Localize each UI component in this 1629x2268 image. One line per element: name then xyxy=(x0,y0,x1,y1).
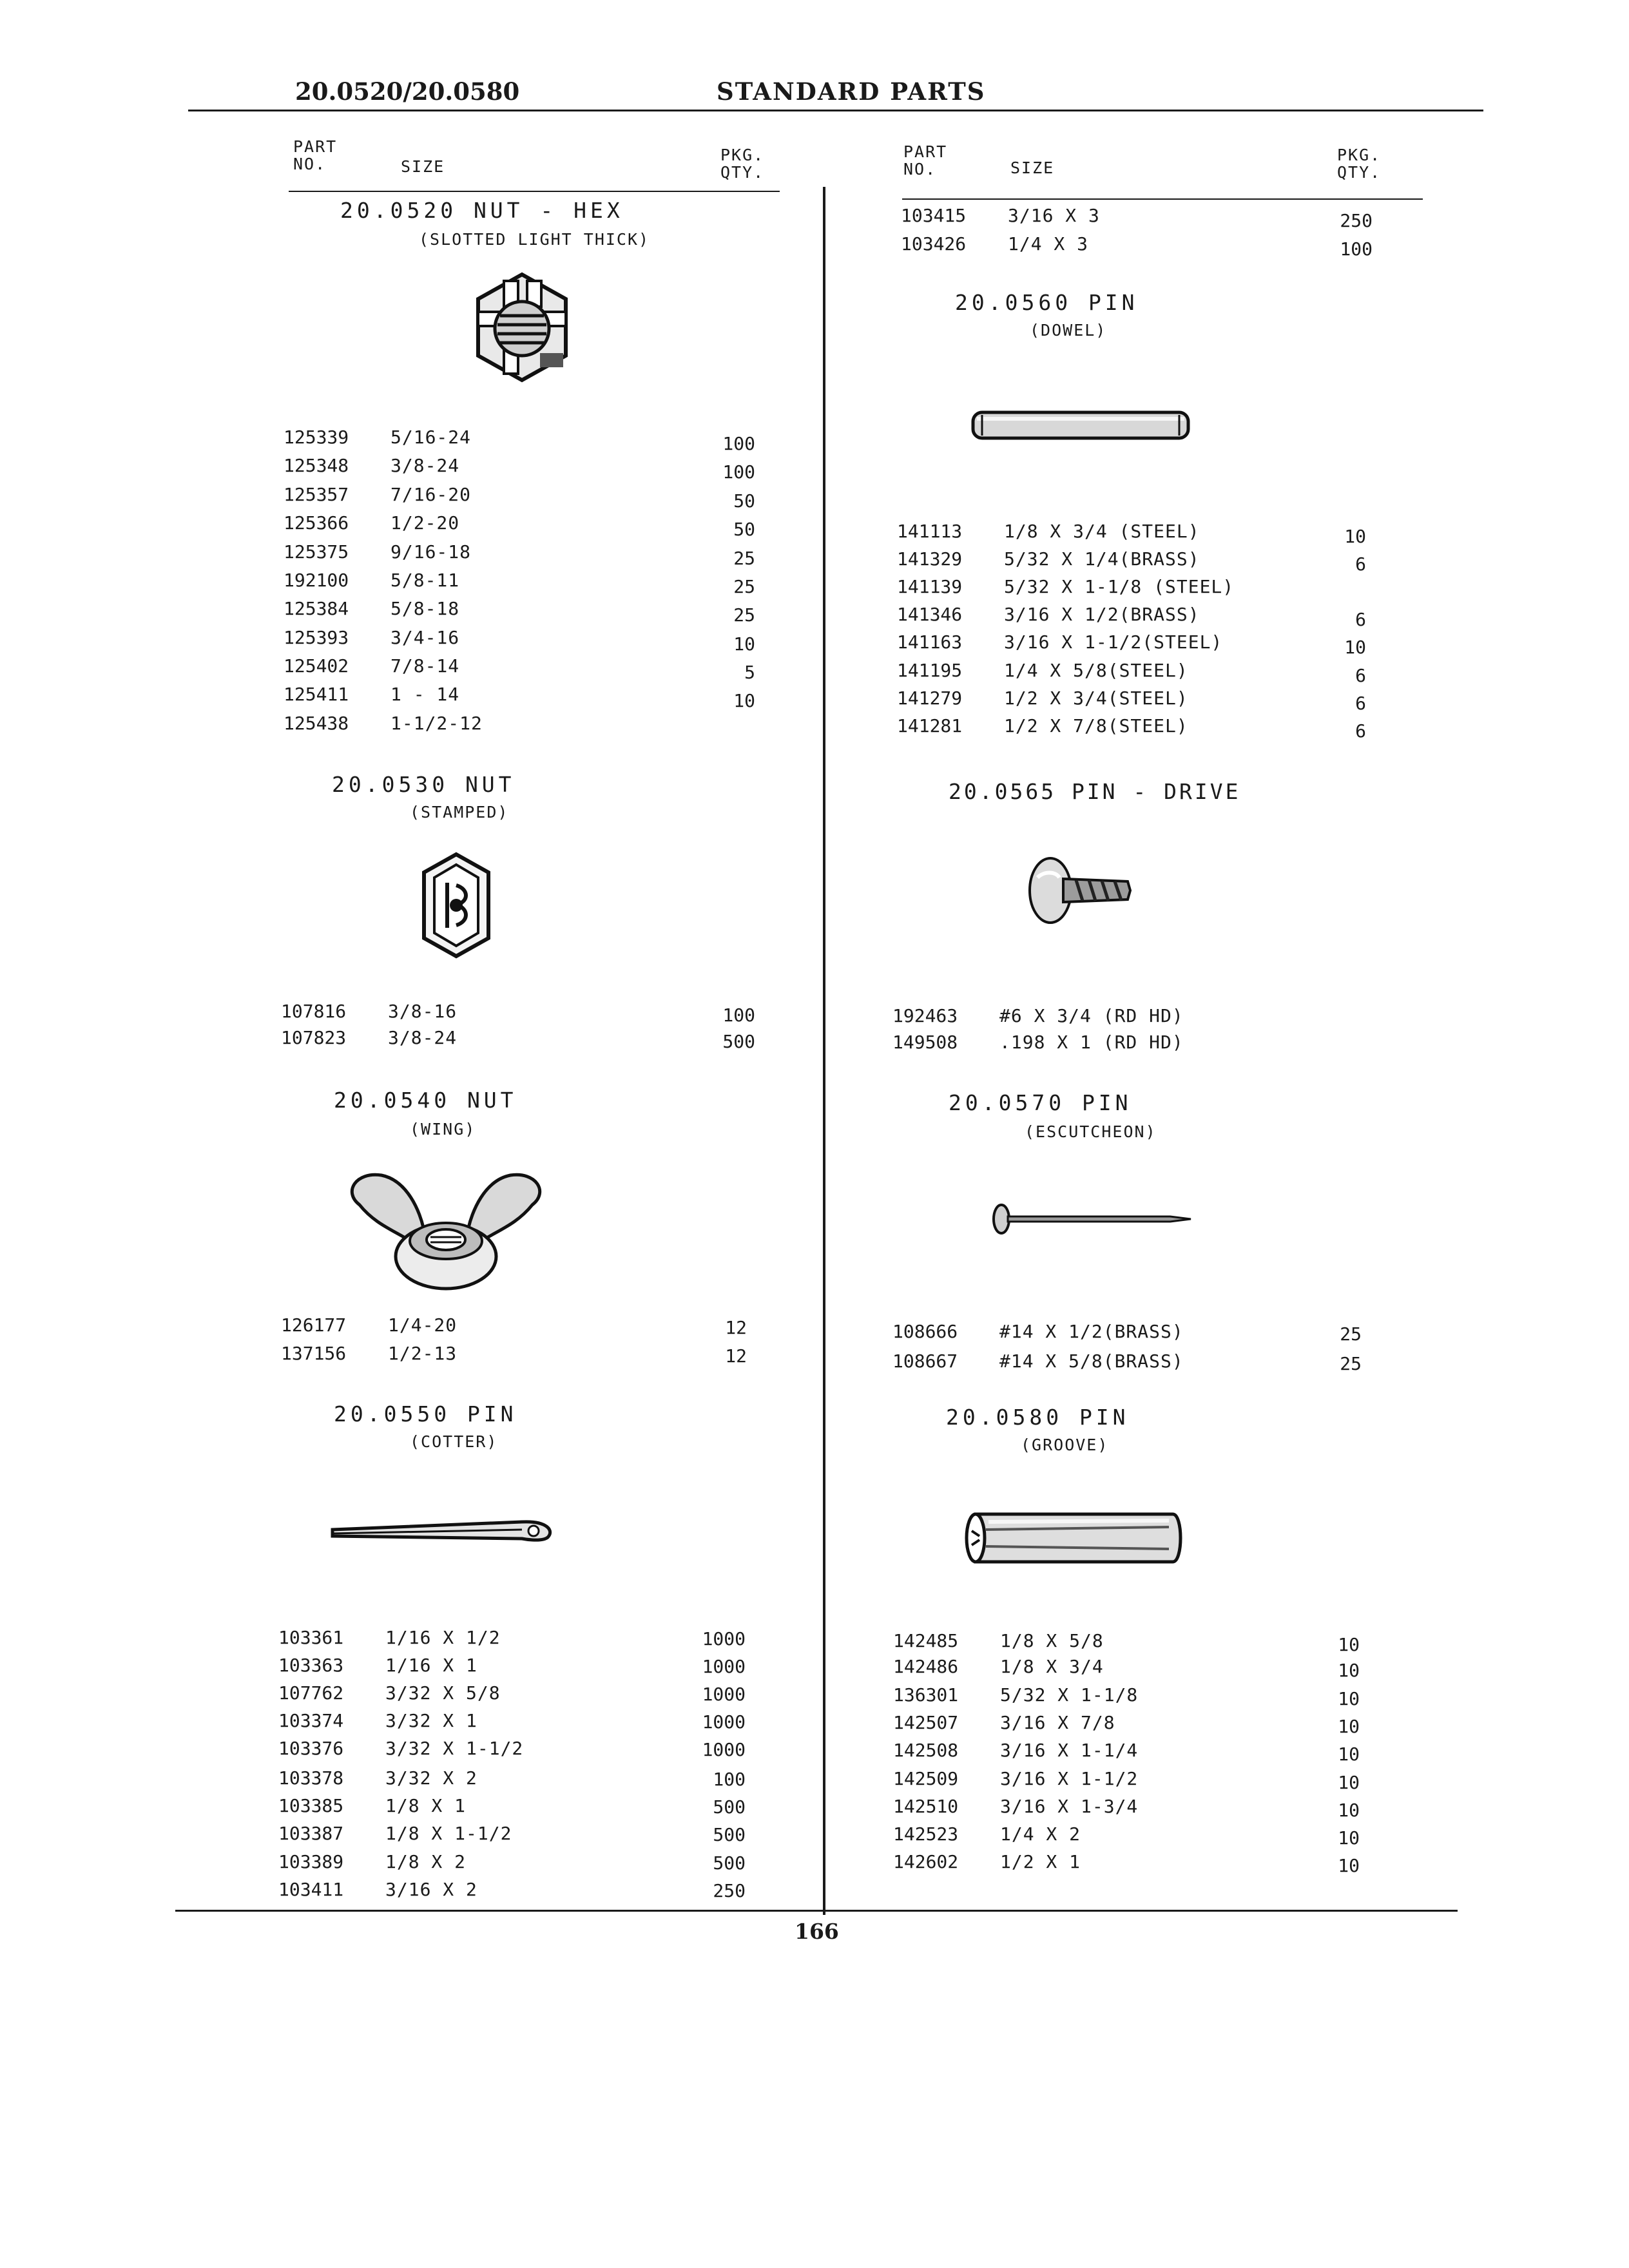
part-size: 5/8-18 xyxy=(390,598,460,619)
pkg-qty: 1000 xyxy=(702,1656,746,1677)
col-head-part-no-right: PART NO. xyxy=(903,142,948,178)
part-size: 1-1/2-12 xyxy=(390,713,483,734)
part-number: 141163 xyxy=(897,631,963,653)
stamped-nut-icon xyxy=(419,850,494,960)
section-title-20-0520: 20.0520 NUT - HEX xyxy=(340,198,624,223)
part-size: 3/16 X 3 xyxy=(1008,205,1100,226)
part-number: 125375 xyxy=(284,541,349,562)
table-row xyxy=(284,512,755,541)
table-row xyxy=(281,1343,747,1371)
pkg-qty: 100 xyxy=(722,461,755,483)
part-size: 1/4 X 5/8(STEEL) xyxy=(1004,660,1188,681)
pkg-qty: 50 xyxy=(733,490,755,512)
pkg-qty: 100 xyxy=(722,1004,755,1026)
part-size: 5/16-24 xyxy=(390,427,472,448)
pkg-qty: 10 xyxy=(1338,1800,1360,1821)
table-row xyxy=(284,713,755,741)
part-size: 1/4 X 3 xyxy=(1008,233,1089,255)
pkg-qty: 6 xyxy=(1355,665,1366,686)
table-row xyxy=(278,1851,746,1879)
part-number: 142602 xyxy=(893,1851,959,1872)
table-row xyxy=(893,1768,1360,1796)
table-row xyxy=(281,1027,755,1055)
pkg-qty: 250 xyxy=(713,1880,746,1901)
pkg-qty: 5 xyxy=(744,662,755,683)
part-size: 3/16 X 1-3/4 xyxy=(1000,1796,1139,1817)
part-size: 3/32 X 1 xyxy=(385,1710,477,1731)
part-size: 3/32 X 2 xyxy=(385,1767,477,1789)
pkg-qty: 10 xyxy=(1338,1634,1360,1655)
part-number: 103415 xyxy=(901,205,967,226)
pkg-qty: 10 xyxy=(1338,1772,1360,1793)
section-title-20-0550: 20.0550 PIN xyxy=(334,1401,517,1427)
part-size: 5/8-11 xyxy=(390,570,460,591)
col-head-qty-right: PKG. QTY. xyxy=(1337,146,1382,182)
table-row xyxy=(897,631,1366,660)
pkg-qty: 6 xyxy=(1355,693,1366,714)
part-size: 5/32 X 1/4(BRASS) xyxy=(1004,548,1200,570)
col-head-size-right: SIZE xyxy=(1010,159,1055,177)
table-row xyxy=(893,1823,1360,1852)
pkg-qty: 10 xyxy=(1344,637,1366,658)
part-number: 142508 xyxy=(893,1740,959,1761)
part-number: 141346 xyxy=(897,604,963,625)
part-size: 3/16 X 1/2(BRASS) xyxy=(1004,604,1200,625)
part-number: 103389 xyxy=(278,1851,344,1872)
col-head-qty-left: PKG. QTY. xyxy=(720,146,765,182)
pkg-qty: 6 xyxy=(1355,720,1366,742)
part-number: 103374 xyxy=(278,1710,344,1731)
part-number: 192463 xyxy=(892,1005,958,1026)
pkg-qty: 12 xyxy=(725,1317,747,1338)
part-number: 125393 xyxy=(284,627,349,648)
pkg-qty: 10 xyxy=(1338,1827,1360,1849)
pkg-qty: 10 xyxy=(1344,526,1366,547)
groove-pin-icon xyxy=(963,1508,1188,1568)
part-number: 141329 xyxy=(897,548,963,570)
part-size: 3/32 X 5/8 xyxy=(385,1682,501,1704)
escutcheon-pin-icon xyxy=(990,1202,1196,1236)
part-size: 3/16 X 2 xyxy=(385,1879,477,1900)
part-size: #14 X 1/2(BRASS) xyxy=(999,1321,1184,1342)
section-subtitle-20-0540: (WING) xyxy=(410,1120,476,1139)
part-size: 1/16 X 1/2 xyxy=(385,1627,501,1648)
part-size: 3/4-16 xyxy=(390,627,460,648)
table-row xyxy=(897,576,1366,604)
part-size: 1/2 X 3/4(STEEL) xyxy=(1004,687,1188,709)
table-row xyxy=(284,627,755,655)
part-number: 108666 xyxy=(892,1321,958,1342)
part-size: 3/16 X 7/8 xyxy=(1000,1712,1115,1733)
table-row xyxy=(897,604,1366,632)
part-number: 125357 xyxy=(284,484,349,505)
part-size: 5/32 X 1-1/8 (STEEL) xyxy=(1004,576,1235,597)
part-size: 3/8-16 xyxy=(388,1001,458,1022)
pkg-qty: 500 xyxy=(722,1031,755,1052)
catalog-range: 20.0520/20.0580 xyxy=(295,77,520,106)
pkg-qty: 500 xyxy=(713,1796,746,1818)
table-row xyxy=(278,1710,746,1738)
part-number: 149508 xyxy=(892,1032,958,1053)
part-number: 103426 xyxy=(901,233,967,255)
part-number: 103363 xyxy=(278,1655,344,1676)
part-number: 125339 xyxy=(284,427,349,448)
part-size: #6 X 3/4 (RD HD) xyxy=(999,1005,1184,1026)
table-row xyxy=(892,1321,1362,1349)
part-size: 5/32 X 1-1/8 xyxy=(1000,1684,1139,1706)
table-row xyxy=(278,1879,746,1907)
pkg-qty: 25 xyxy=(1340,1353,1362,1374)
section-subtitle-20-0570: (ESCUTCHEON) xyxy=(1025,1122,1157,1141)
part-number: 103387 xyxy=(278,1823,344,1844)
table-row xyxy=(892,1350,1362,1379)
pkg-qty: 1000 xyxy=(702,1628,746,1649)
table-row xyxy=(893,1712,1360,1740)
page-title: STANDARD PARTS xyxy=(717,77,986,106)
part-number: 141113 xyxy=(897,521,963,542)
table-row xyxy=(893,1740,1360,1768)
pkg-qty: 6 xyxy=(1355,609,1366,630)
pkg-qty: 10 xyxy=(1338,1744,1360,1765)
part-number: 126177 xyxy=(281,1314,347,1336)
table-row xyxy=(893,1851,1360,1879)
table-row xyxy=(284,541,755,570)
pkg-qty: 100 xyxy=(713,1769,746,1790)
part-size: 3/8-24 xyxy=(390,455,460,476)
part-size: #14 X 5/8(BRASS) xyxy=(999,1350,1184,1372)
pkg-qty: 500 xyxy=(713,1824,746,1845)
part-size: 9/16-18 xyxy=(390,541,472,562)
table-row xyxy=(284,598,755,626)
table-row xyxy=(284,570,755,598)
col-head-part-no-left: PART NO. xyxy=(293,137,338,173)
page-number: 166 xyxy=(795,1919,839,1944)
pkg-qty: 50 xyxy=(733,519,755,540)
pkg-qty: 25 xyxy=(1340,1323,1362,1345)
table-row xyxy=(892,1032,1215,1060)
part-number: 141195 xyxy=(897,660,963,681)
pkg-qty: 1000 xyxy=(702,1711,746,1733)
pkg-qty: 10 xyxy=(1338,1855,1360,1876)
table-row xyxy=(893,1656,1360,1684)
part-number: 103378 xyxy=(278,1767,344,1789)
part-number: 103385 xyxy=(278,1795,344,1816)
part-size: 1/8 X 5/8 xyxy=(1000,1630,1104,1651)
table-row xyxy=(278,1682,746,1711)
pkg-qty: 10 xyxy=(1338,1716,1360,1737)
pkg-qty: 10 xyxy=(1338,1660,1360,1681)
pkg-qty: 1000 xyxy=(702,1739,746,1760)
table-row xyxy=(897,660,1366,688)
section-subtitle-20-0580: (GROOVE) xyxy=(1021,1436,1109,1454)
section-subtitle-20-0550: (COTTER) xyxy=(410,1432,498,1451)
pkg-qty: 10 xyxy=(733,690,755,711)
wing-nut-icon xyxy=(336,1166,555,1295)
part-number: 141139 xyxy=(897,576,963,597)
table-row xyxy=(897,548,1366,577)
pkg-qty: 100 xyxy=(722,433,755,454)
table-row xyxy=(897,715,1366,744)
table-row xyxy=(897,687,1366,716)
part-number: 108667 xyxy=(892,1350,958,1372)
section-subtitle-20-0530: (STAMPED) xyxy=(410,803,509,822)
part-number: 125438 xyxy=(284,713,349,734)
part-size: 1/8 X 1-1/2 xyxy=(385,1823,512,1844)
column-divider xyxy=(823,187,825,1915)
part-size: 1/16 X 1 xyxy=(385,1655,477,1676)
section-title-20-0570: 20.0570 PIN xyxy=(949,1090,1132,1115)
table-row xyxy=(893,1684,1360,1713)
part-number: 125384 xyxy=(284,598,349,619)
table-row xyxy=(893,1796,1360,1824)
part-number: 107816 xyxy=(281,1001,347,1022)
part-number: 141281 xyxy=(897,715,963,736)
pkg-qty: 25 xyxy=(733,576,755,597)
pkg-qty: 100 xyxy=(1340,238,1373,260)
part-size: .198 X 1 (RD HD) xyxy=(999,1032,1184,1053)
part-size: 1/2-13 xyxy=(388,1343,458,1364)
pkg-qty: 25 xyxy=(733,604,755,626)
pkg-qty: 25 xyxy=(733,548,755,569)
part-number: 192100 xyxy=(284,570,349,591)
table-row xyxy=(892,1005,1215,1033)
table-row xyxy=(278,1627,746,1655)
part-size: 3/32 X 1-1/2 xyxy=(385,1738,524,1759)
part-number: 107823 xyxy=(281,1027,347,1048)
col-head-rule-right xyxy=(902,198,1423,200)
header-rule xyxy=(188,110,1483,111)
part-number: 107762 xyxy=(278,1682,344,1704)
part-number: 103361 xyxy=(278,1627,344,1648)
pkg-qty: 10 xyxy=(733,633,755,655)
pkg-qty: 12 xyxy=(725,1345,747,1367)
part-number: 142510 xyxy=(893,1796,959,1817)
table-row xyxy=(278,1655,746,1683)
drive-pin-icon xyxy=(1025,852,1141,929)
part-number: 136301 xyxy=(893,1684,959,1706)
part-size: 1 - 14 xyxy=(390,684,460,705)
part-size: 1/4 X 2 xyxy=(1000,1823,1081,1845)
part-size: 1/8 X 3/4 xyxy=(1000,1656,1104,1677)
part-size: 1/8 X 2 xyxy=(385,1851,467,1872)
table-row xyxy=(284,427,755,455)
pkg-qty: 1000 xyxy=(702,1684,746,1705)
part-size: 3/16 X 1-1/2 xyxy=(1000,1768,1139,1789)
part-number: 103376 xyxy=(278,1738,344,1759)
section-title-20-0565: 20.0565 PIN - DRIVE xyxy=(949,779,1241,804)
part-size: 1/2 X 1 xyxy=(1000,1851,1081,1872)
table-row xyxy=(284,455,755,483)
part-size: 1/2 X 7/8(STEEL) xyxy=(1004,715,1188,736)
table-row xyxy=(901,205,1373,233)
part-number: 141279 xyxy=(897,687,963,709)
table-row xyxy=(284,684,755,712)
part-number: 142509 xyxy=(893,1768,959,1789)
section-title-20-0580: 20.0580 PIN xyxy=(946,1405,1130,1430)
part-size: 3/16 X 1-1/2(STEEL) xyxy=(1004,631,1223,653)
table-row xyxy=(284,655,755,684)
table-row xyxy=(893,1630,1360,1658)
col-head-rule-left xyxy=(289,191,780,192)
part-number: 142485 xyxy=(893,1630,959,1651)
table-row xyxy=(278,1795,746,1823)
part-size: 7/8-14 xyxy=(390,655,460,677)
col-head-size-left: SIZE xyxy=(401,157,445,176)
section-title-20-0540: 20.0540 NUT xyxy=(334,1088,517,1113)
table-row xyxy=(901,233,1373,262)
pkg-qty: 6 xyxy=(1355,553,1366,575)
dowel-pin-icon xyxy=(968,406,1193,446)
table-row xyxy=(281,1001,755,1029)
part-size: 3/16 X 1-1/4 xyxy=(1000,1740,1139,1761)
part-size: 1/8 X 3/4 (STEEL) xyxy=(1004,521,1200,542)
part-number: 125366 xyxy=(284,512,349,533)
cotter-pin-icon xyxy=(329,1508,561,1553)
table-row xyxy=(278,1823,746,1851)
section-title-20-0530: 20.0530 NUT xyxy=(332,772,516,797)
part-size: 1/8 X 1 xyxy=(385,1795,467,1816)
table-row xyxy=(278,1738,746,1766)
pkg-qty: 10 xyxy=(1338,1688,1360,1709)
part-number: 142507 xyxy=(893,1712,959,1733)
part-size: 3/8-24 xyxy=(388,1027,458,1048)
table-row xyxy=(897,521,1366,549)
table-row xyxy=(284,484,755,512)
part-number: 137156 xyxy=(281,1343,347,1364)
section-subtitle-20-0560: (DOWEL) xyxy=(1030,321,1107,340)
part-size: 1/4-20 xyxy=(388,1314,458,1336)
pkg-qty: 500 xyxy=(713,1852,746,1874)
footer-rule xyxy=(175,1910,1458,1912)
table-row xyxy=(278,1767,746,1796)
part-size: 7/16-20 xyxy=(390,484,472,505)
part-number: 125348 xyxy=(284,455,349,476)
table-row xyxy=(281,1314,747,1343)
pkg-qty: 250 xyxy=(1340,210,1373,231)
part-number: 142523 xyxy=(893,1823,959,1845)
slotted-hex-nut-icon xyxy=(464,269,580,385)
part-number: 125402 xyxy=(284,655,349,677)
section-subtitle-20-0520: (SLOTTED LIGHT THICK) xyxy=(419,230,650,249)
part-number: 125411 xyxy=(284,684,349,705)
section-title-20-0560: 20.0560 PIN xyxy=(955,290,1139,315)
part-size: 1/2-20 xyxy=(390,512,460,533)
part-number: 103411 xyxy=(278,1879,344,1900)
part-number: 142486 xyxy=(893,1656,959,1677)
